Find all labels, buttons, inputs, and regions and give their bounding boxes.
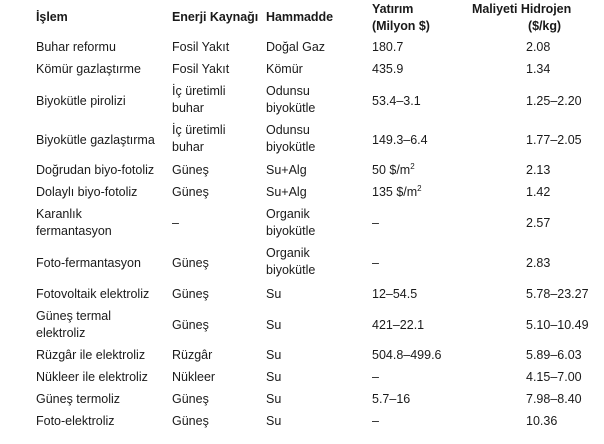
cell-feedstock: Su+Alg bbox=[266, 185, 307, 199]
cell-feedstock: Su bbox=[266, 348, 282, 362]
cell-process: Rüzgâr ile elektroliz bbox=[36, 348, 146, 362]
cell-energy: Güneş bbox=[172, 414, 209, 428]
cell-cost: 10.36 bbox=[526, 414, 558, 428]
cell-feedstock-line1: Odunsu bbox=[266, 123, 310, 137]
cell-cost: 2.57 bbox=[526, 216, 551, 230]
cell-process-line2: elektroliz bbox=[36, 326, 86, 340]
cell-process-line2: fermantasyon bbox=[36, 224, 112, 238]
cell-cost: 2.08 bbox=[526, 40, 551, 54]
cell-cost: 2.13 bbox=[526, 163, 551, 177]
cell-investment: – bbox=[372, 256, 379, 270]
cell-process: Foto-elektroliz bbox=[36, 414, 115, 428]
cell-energy-line2: buhar bbox=[172, 140, 204, 154]
cell-investment: 180.7 bbox=[372, 40, 404, 54]
cell-energy-line1: İç üretimli bbox=[172, 123, 226, 137]
cell-cost: 1.25–2.20 bbox=[526, 94, 582, 108]
cell-energy: Güneş bbox=[172, 256, 209, 270]
superscript-2: 2 bbox=[417, 183, 422, 193]
cell-energy: Güneş bbox=[172, 163, 209, 177]
cell-process: Nükleer ile elektroliz bbox=[36, 370, 148, 384]
cell-feedstock: Su bbox=[266, 414, 282, 428]
header-cost-line1: Maliyeti Hidrojen bbox=[472, 2, 572, 16]
header-investment-line2: (Milyon $) bbox=[372, 19, 430, 33]
cell-process: Biyokütle gazlaştırma bbox=[36, 133, 155, 147]
cell-energy: Fosil Yakıt bbox=[172, 62, 230, 76]
cell-process: Doğrudan biyo-fotoliz bbox=[36, 163, 155, 177]
cell-feedstock: Su bbox=[266, 392, 282, 406]
cell-cost: 7.98–8.40 bbox=[526, 392, 582, 406]
cell-feedstock: Su bbox=[266, 370, 282, 384]
cell-feedstock: Su+Alg bbox=[266, 163, 307, 177]
cell-energy: Güneş bbox=[172, 287, 209, 301]
cell-cost: 2.83 bbox=[526, 256, 551, 270]
cell-investment: 50 $\$/m^2$ bbox=[372, 161, 415, 177]
cell-process: Kömür gazlaştırme bbox=[36, 62, 141, 76]
cell-feedstock-line1: Odunsu bbox=[266, 84, 310, 98]
header-cost-line2: ($/kg) bbox=[528, 19, 562, 33]
cell-energy: – bbox=[172, 216, 179, 230]
cell-process: Buhar reformu bbox=[36, 40, 116, 54]
cell-process-line1: Güneş termal bbox=[36, 309, 112, 323]
cell-energy: Güneş bbox=[172, 185, 209, 199]
cell-investment: – bbox=[372, 370, 379, 384]
cell-cost: 1.42 bbox=[526, 185, 551, 199]
cell-process: Foto-fermantasyon bbox=[36, 256, 141, 270]
cell-process: Fotovoltaik elektroliz bbox=[36, 287, 150, 301]
cell-cost: 4.15–7.00 bbox=[526, 370, 582, 384]
cell-investment: 504.8–499.6 bbox=[372, 348, 442, 362]
cell-energy: Nükleer bbox=[172, 370, 216, 384]
cell-feedstock-line2: biyokütle bbox=[266, 101, 316, 115]
cell-energy: Güneş bbox=[172, 318, 209, 332]
cell-investment: 435.9 bbox=[372, 62, 404, 76]
cell-process-line1: Karanlık bbox=[36, 207, 82, 221]
cell-feedstock-line2: biyokütle bbox=[266, 224, 316, 238]
cell-feedstock-line2: biyokütle bbox=[266, 263, 316, 277]
cell-feedstock-line1: Organik bbox=[266, 246, 310, 260]
cell-process: Biyokütle pirolizi bbox=[36, 94, 126, 108]
header-feedstock: Hammadde bbox=[266, 10, 333, 24]
cell-feedstock-line1: Organik bbox=[266, 207, 310, 221]
cell-cost: 5.89–6.03 bbox=[526, 348, 582, 362]
cell-process: Güneş termoliz bbox=[36, 392, 121, 406]
cell-energy-line2: buhar bbox=[172, 101, 204, 115]
cell-feedstock-line2: biyokütle bbox=[266, 140, 316, 154]
cell-investment: – bbox=[372, 414, 379, 428]
cell-investment: 5.7–16 bbox=[372, 392, 411, 406]
cell-feedstock: Kömür bbox=[266, 62, 303, 76]
cell-energy-line1: İç üretimli bbox=[172, 84, 226, 98]
superscript-2: 2 bbox=[410, 161, 415, 171]
cell-energy: Fosil Yakıt bbox=[172, 40, 230, 54]
cell-investment: – bbox=[372, 216, 379, 230]
header-energy-source: Enerji Kaynağı bbox=[172, 10, 259, 24]
cell-investment: 421–22.1 bbox=[372, 318, 425, 332]
cell-cost: 1.34 bbox=[526, 62, 551, 76]
cell-energy: Güneş bbox=[172, 392, 209, 406]
cell-investment: 53.4–3.1 bbox=[372, 94, 421, 108]
cell-cost: 1.77–2.05 bbox=[526, 133, 582, 147]
cell-investment: 12–54.5 bbox=[372, 287, 418, 301]
cell-investment: 135 $\$/m^2$ bbox=[372, 183, 422, 199]
cell-process: Dolaylı biyo-fotoliz bbox=[36, 185, 138, 199]
header-process: İşlem bbox=[36, 10, 68, 24]
cell-cost: 5.10–10.49 bbox=[526, 318, 589, 332]
cell-feedstock: Su bbox=[266, 318, 282, 332]
cell-investment: 149.3–6.4 bbox=[372, 133, 428, 147]
cell-feedstock: Su bbox=[266, 287, 282, 301]
cell-feedstock: Doğal Gaz bbox=[266, 40, 326, 54]
cell-cost: 5.78–23.27 bbox=[526, 287, 589, 301]
cell-energy: Rüzgâr bbox=[172, 348, 213, 362]
header-investment-line1: Yatırım bbox=[372, 2, 414, 16]
